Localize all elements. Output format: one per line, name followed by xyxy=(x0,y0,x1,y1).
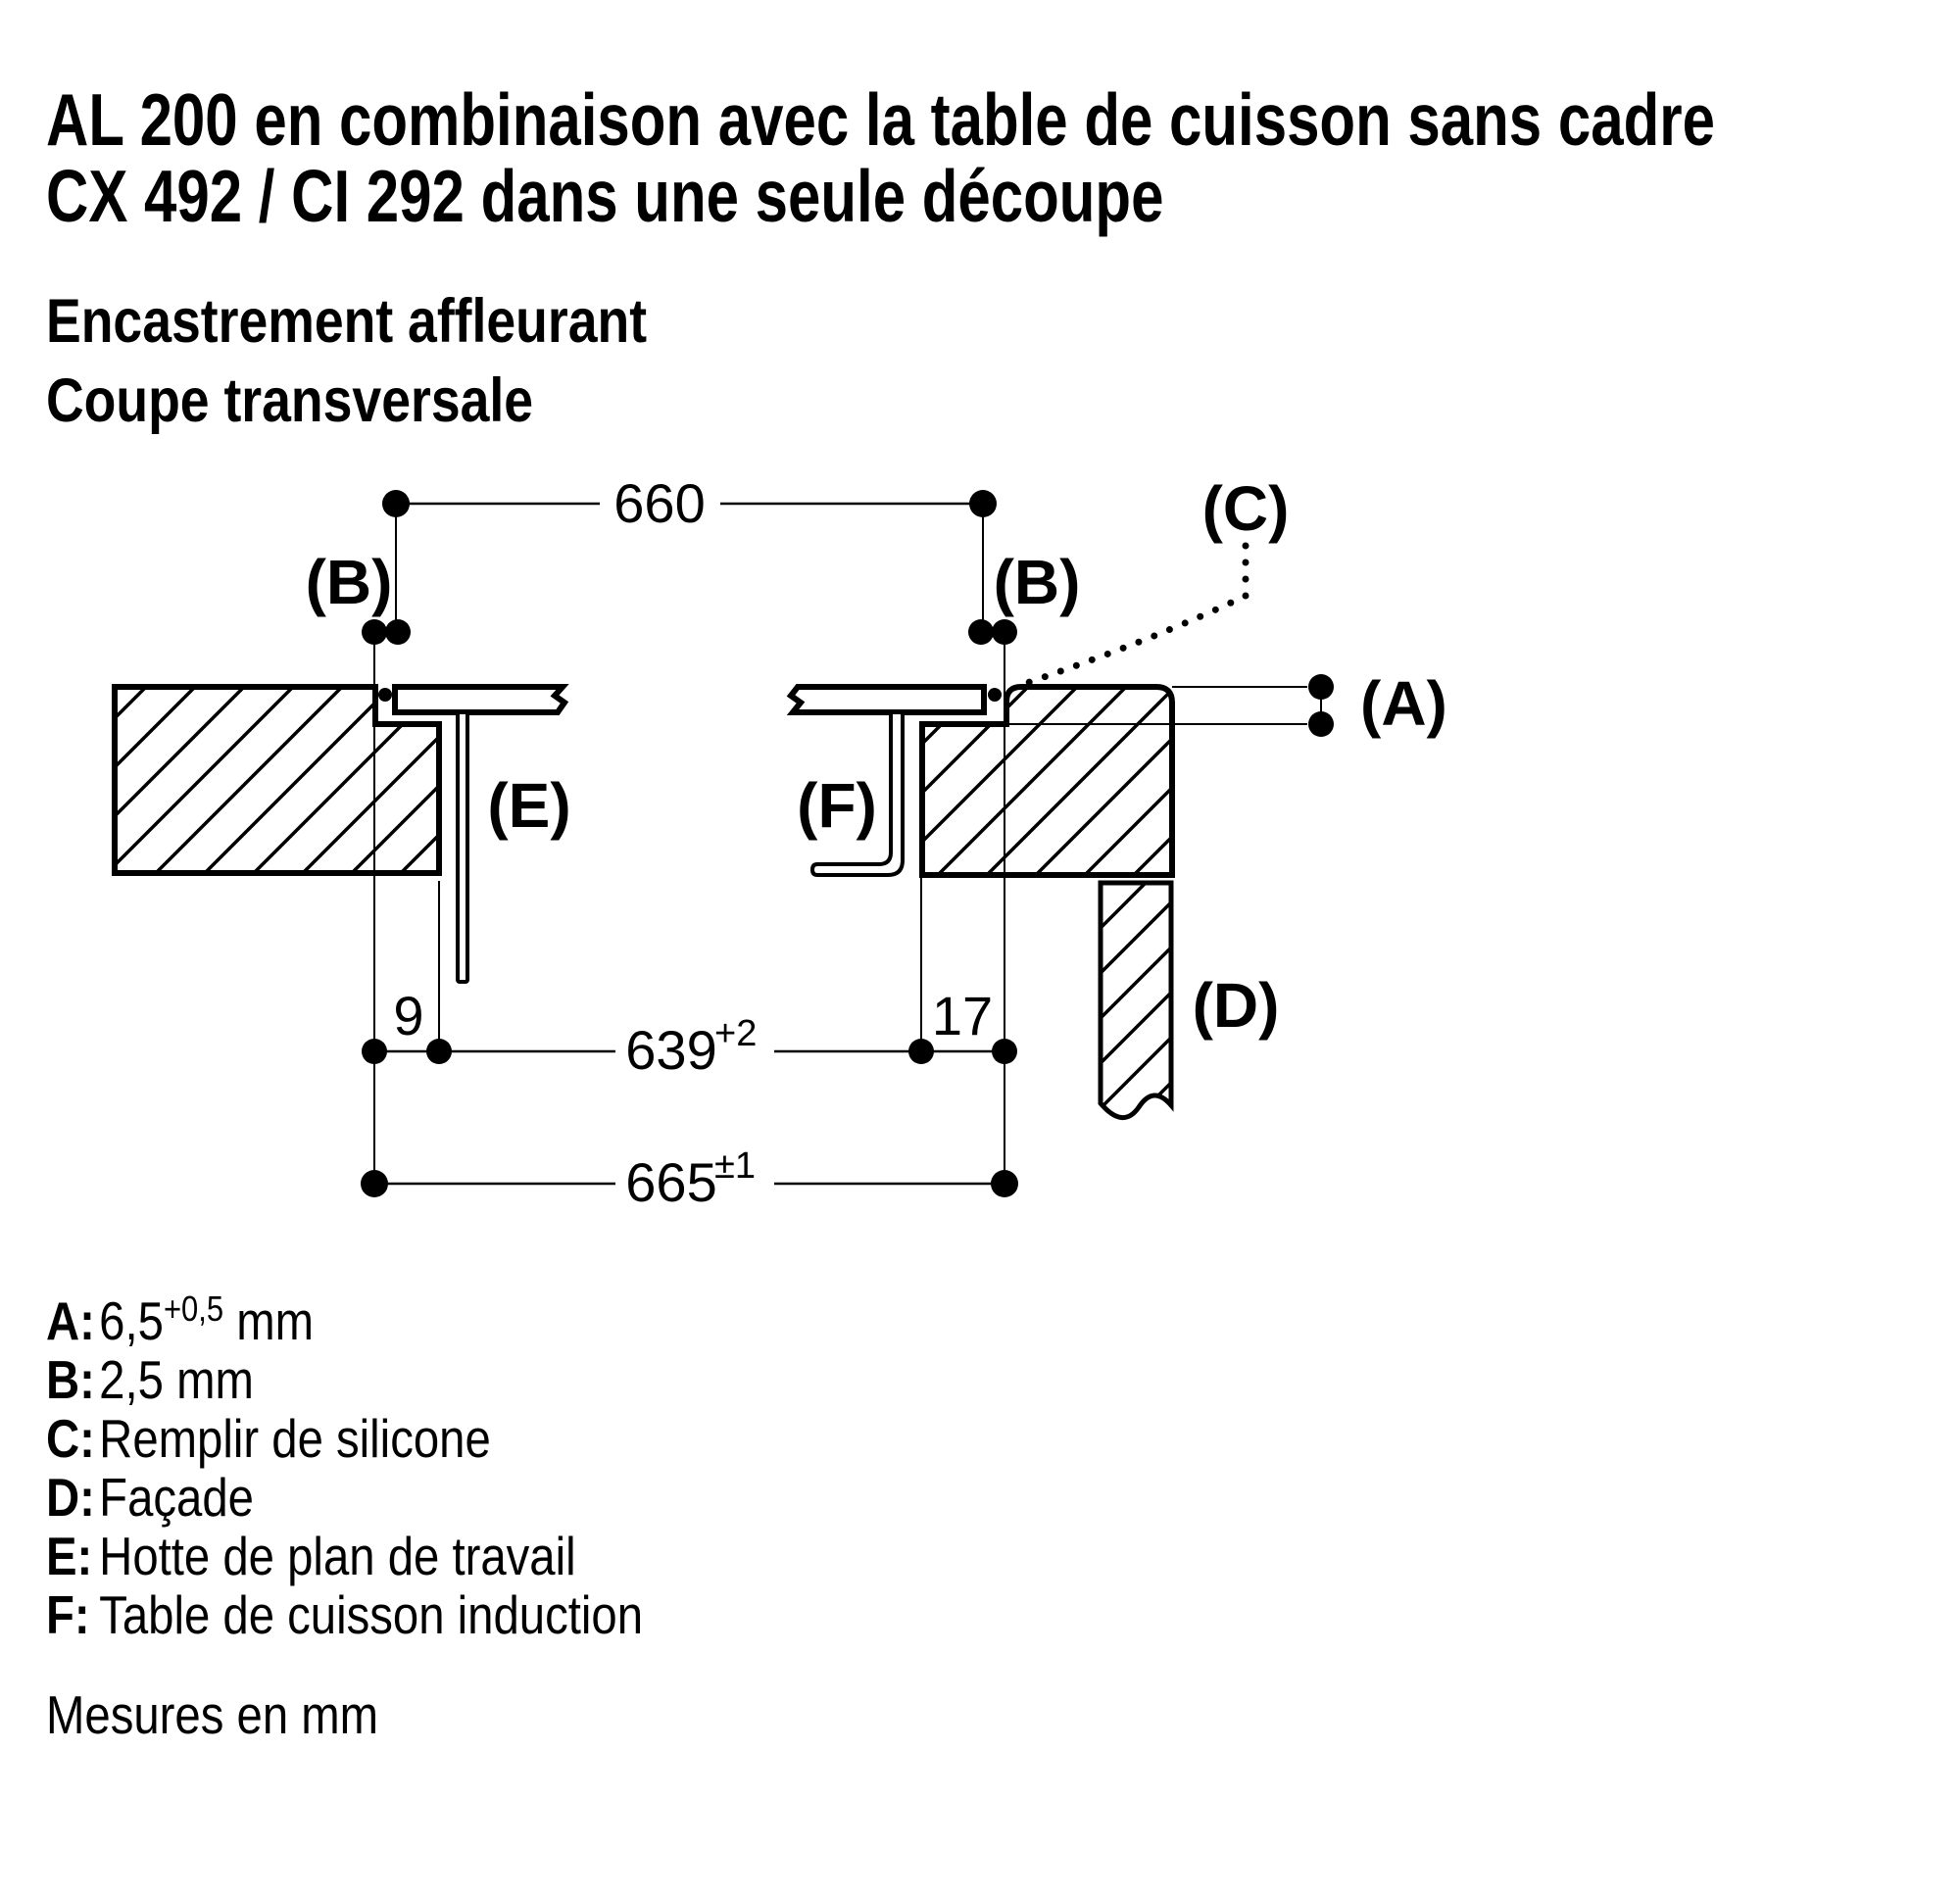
legend-item-f xyxy=(46,1582,643,1646)
legend-text-c: Remplir de silicone xyxy=(99,1408,491,1469)
legend-item-e xyxy=(46,1524,576,1587)
legend-key-e: E: xyxy=(46,1526,93,1586)
dim-639-dot-outer-left xyxy=(362,1039,387,1064)
units-note: Mesures en mm xyxy=(46,1684,379,1745)
hood-glass-panel xyxy=(395,687,564,712)
b-gap-dot-right-inner xyxy=(968,619,994,645)
dim-660-value: 660 xyxy=(613,472,706,534)
joint-dot-left xyxy=(378,688,392,702)
joint-dot-right xyxy=(988,688,1002,702)
legend-item-c xyxy=(46,1406,491,1470)
countertop-left-section xyxy=(115,687,439,873)
b-gap-dot-left-inner xyxy=(385,619,411,645)
legend-text-b: 2,5 xyxy=(99,1349,164,1410)
legend-text-f: Table de cuisson induction xyxy=(99,1584,644,1645)
label-a: (A) xyxy=(1360,668,1447,739)
legend-text-a: 6,5 xyxy=(99,1290,164,1351)
legend-item-b xyxy=(46,1347,254,1411)
legend-text2-a: mm xyxy=(223,1290,315,1351)
label-c: (C) xyxy=(1201,473,1290,544)
section-subtitle: Encastrement affleurant xyxy=(46,287,648,356)
a-dot-bottom xyxy=(1308,711,1334,737)
a-dot-top xyxy=(1308,674,1334,700)
dim-665-value: 665 xyxy=(625,1151,717,1213)
dim-639-value: 639 xyxy=(625,1019,717,1081)
dim-9-value: 9 xyxy=(393,985,424,1046)
page-title-line1: AL 200 en combinaison avec la table de cuisson sans cadre xyxy=(46,78,1715,161)
dim-17-value: 17 xyxy=(931,985,994,1046)
dim-639-dot-inner-left xyxy=(426,1039,452,1064)
legend-key-f: F: xyxy=(46,1584,90,1645)
hood-duct-profile xyxy=(458,712,467,982)
label-b-left: (B) xyxy=(305,547,393,617)
label-b-right: (B) xyxy=(993,547,1081,617)
legend-item-d xyxy=(46,1465,254,1529)
legend-key-a: A: xyxy=(46,1290,95,1351)
b-gap-dot-right-outer xyxy=(992,619,1017,645)
dim-639-tolerance: +2 xyxy=(714,1013,758,1054)
legend-text-e: Hotte de plan de travail xyxy=(99,1526,576,1586)
b-gap-dot-left-outer xyxy=(362,619,387,645)
label-d: (D) xyxy=(1192,970,1280,1041)
legend-sup-a: +0,5 xyxy=(163,1288,224,1329)
legend-key-c: C: xyxy=(46,1408,95,1469)
cooktop-glass-panel xyxy=(791,687,984,712)
dim-665-tolerance: ±1 xyxy=(714,1145,756,1187)
dim-639-dot-inner-right xyxy=(908,1039,934,1064)
dim-639-dot-outer-right xyxy=(992,1039,1017,1064)
dim-665-endpoint-left xyxy=(361,1170,388,1197)
legend-text-d: Façade xyxy=(99,1467,254,1528)
label-e: (E) xyxy=(487,770,571,841)
view-subtitle: Coupe transversale xyxy=(46,366,534,435)
label-f: (F) xyxy=(797,770,877,841)
page-title-line2: CX 492 / CI 292 dans une seule découpe xyxy=(46,155,1164,237)
legend-key-b: B: xyxy=(46,1349,95,1410)
dim-665-endpoint-right xyxy=(991,1170,1018,1197)
facade-panel xyxy=(1101,883,1171,1118)
legend-text2-b: mm xyxy=(163,1349,254,1410)
legend-key-d: D: xyxy=(46,1467,95,1528)
legend-item-a xyxy=(46,1288,314,1352)
